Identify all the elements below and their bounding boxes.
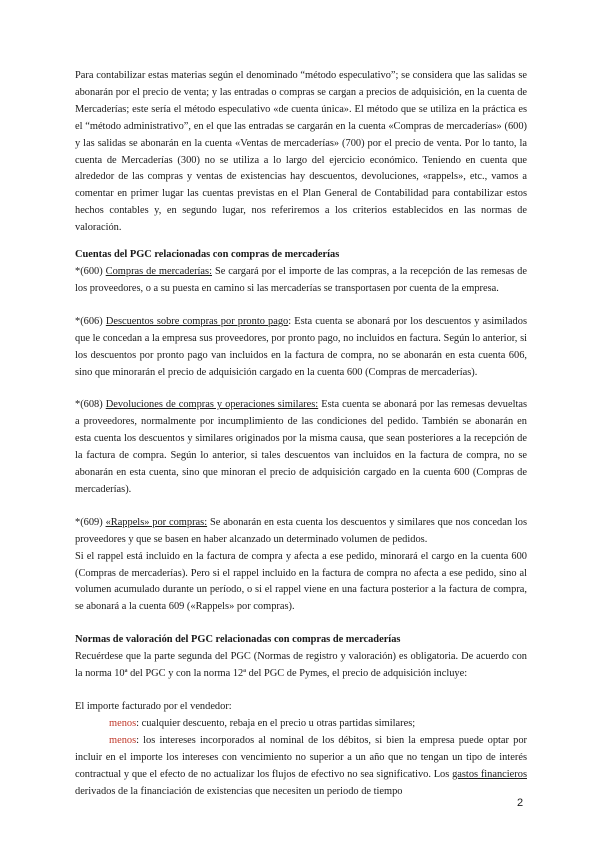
account-600 — [75, 264, 527, 298]
account-608 — [75, 397, 527, 498]
account-description: Se abonarán en esta cuenta los descuentos y similares que nos concedan los proveedores y que se basen en haber alcanzado un determinado volumen de pedidos. — [75, 516, 527, 545]
intro-paragraph: Para contabilizar estas materias según el denominado “método especulativo”; se considera que las salidas se abonarán por el precio de venta; y las entradas o compras se cargan a precios de adquisición, en la cuenta de Mercaderías; este sería el método especulativo «de cuenta única». El método que se utiliza en la práctica es el “método administrativo”, en el que las entradas se cargarán en la cuenta «Compras de mercaderías» (600) y las salidas se abonarán en la cuenta «Ventas de mercaderías» (700) por el precio de venta. Por lo tanto, la cuenta de Mercaderías (300) no se utiliza a lo largo del ejercicio económico. Teniendo en cuenta que alrededor de las compras y ventas de existencias hay descuentos, devoluciones, «rappels», etc., vamos a comentar en primer lugar las cuentas previstas en el Plan General de Contabilidad para contabilizar estos hechos contables y, en segundo lugar, nos referiremos a los criterios establecidos en las normas de valoración. — [75, 70, 527, 234]
account-description: : Esta cuenta se abonará por los descuentos y asimilados que le concedan a la empresa sus proveedores, por pronto pago, no incluidos en factura. Según lo anterior, si los descuentos por pronto pago van incluidos en la factura de compra, no se abonarán en esta cuenta 606, sino que minorarán el precio de adquisición cargado en la cuenta 600 (Compras de mercaderías). — [75, 315, 527, 378]
minus-text-continued: derivados de la financiación de existencias que necesiten un periodo de tiempo — [75, 785, 403, 797]
document-page — [75, 68, 527, 800]
minus-word: menos — [109, 717, 137, 729]
account-name: «Rappels» por compras: — [105, 516, 208, 528]
minus-item-2 — [75, 733, 527, 801]
account-description: Esta cuenta se abonará por las remesas devueltas a proveedores, normalmente por incumplimiento de las condiciones del pedido. También se abonarán en esta cuenta los descuentos y similares originados por la misma causa, que sean posteriores a la recepción de la factura de compra. Según lo anterior, si tales descuentos van incluidos en la factura de compra, no se abonarán en esta cuenta, sino que minoran el precio de adquisición cargado en la cuenta 600 (Compras de mercaderías). — [75, 399, 527, 495]
account-name: Descuentos sobre compras por pronto pago — [105, 315, 289, 327]
account-609-detail: Si el rappel está incluido en la factura de compra y afecta a ese pedido, minorará el cargo en la cuenta 600 (Compras de mercaderías). Pero si el rappel incluido en la factura de compra no afecta a ese pedido, sino al volumen acumulado durante un período, o si el rappel viene en una factura posterior a la factura de compra, se abonará a la cuenta 609 («Rappels» por compras). — [75, 550, 527, 613]
account-description: Se cargará por el importe de las compras, a la recepción de las remesas de los proveedores, o a su puesta en camino si las mercaderías se transportasen por cuenta de la empresa. — [75, 265, 527, 294]
account-code: *(609) — [75, 516, 103, 528]
page-number: 2 — [517, 797, 524, 809]
minus-text: : los intereses incorporados al nominal de los débitos, si bien la empresa puede optar por incluir en el importe los intereses con vencimiento no superior a un año que no tengan un tipo de interés contractual y que el efecto de no actualizar los flujos de efectivo no sea significativo. Los — [75, 734, 527, 780]
minus-item-1 — [75, 716, 527, 733]
minus-word: menos — [109, 734, 137, 746]
section-heading-accounts: Cuentas del PGC relacionadas con compras de mercaderías — [75, 249, 340, 261]
account-name: Compras de mercaderías: — [105, 265, 212, 277]
valuation-lead: El importe facturado por el vendedor: — [75, 701, 232, 712]
account-code: *(608) — [75, 399, 103, 411]
account-name: Devoluciones de compras y operaciones similares: — [105, 399, 319, 411]
valuation-paragraph: Recuérdese que la parte segunda del PGC (Normas de registro y valoración) es obligatoria. De acuerdo con la norma 10ª del PGC y con la norma 12ª del PGC de Pymes, el precio de adquisición incluye: — [75, 651, 527, 680]
financial-costs-link[interactable]: gastos financieros — [452, 768, 527, 780]
section-heading-valuation: Normas de valoración del PGC relacionadas con compras de mercaderías — [75, 634, 401, 646]
account-606 — [75, 314, 527, 382]
account-code: *(600) — [75, 265, 103, 277]
account-code: *(606) — [75, 315, 103, 327]
minus-text: : cualquier descuento, rebaja en el precio u otras partidas similares; — [136, 717, 416, 729]
account-609 — [75, 515, 527, 549]
